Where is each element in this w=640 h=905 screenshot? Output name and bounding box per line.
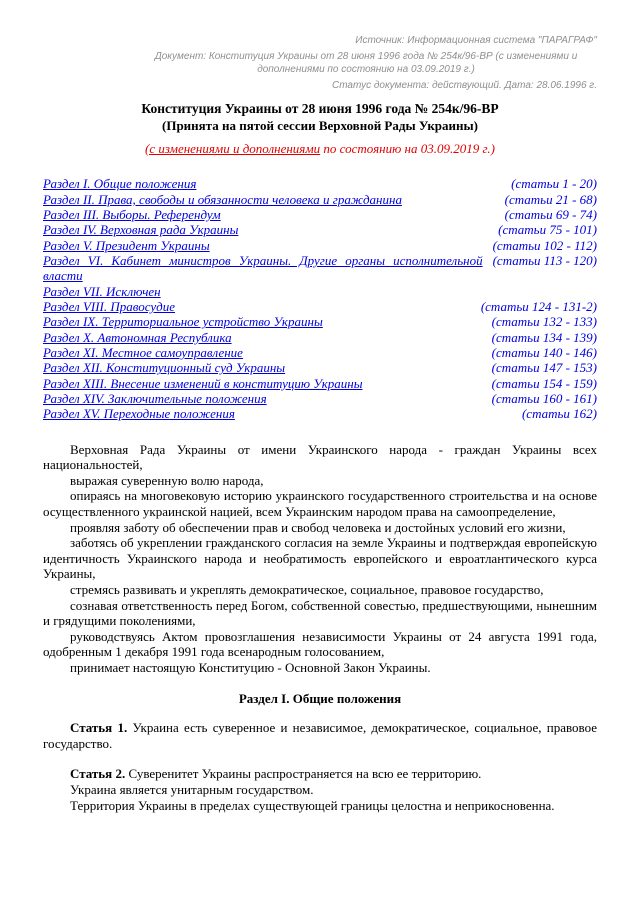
toc-row	[43, 207, 597, 222]
toc-link-section-4[interactable]: Раздел IV. Верховная рада Украины	[43, 222, 239, 238]
toc-articles-range: (статьи 124 - 131-2)	[480, 299, 597, 314]
toc-articles-range: (статьи 1 - 20)	[511, 176, 597, 192]
amendments-link[interactable]: (с изменениями и дополнениями	[145, 141, 321, 157]
article-2-paragraph: Территория Украины в пределах существующей границы целостна и неприкосновенна.	[70, 797, 555, 813]
preamble-paragraph: проявляя заботу об обеспечении прав и свобод человека и достойных условий его жизни,	[70, 519, 566, 535]
toc-row	[43, 192, 597, 207]
toc-link-section-10[interactable]: Раздел X. Автономная Республика	[43, 329, 232, 345]
article-2-label: Статья 2.	[70, 766, 126, 782]
preamble-paragraph: выражая суверенную волю народа,	[70, 472, 264, 488]
article-1	[43, 720, 597, 751]
toc-link-section-3[interactable]: Раздел III. Выборы. Референдум	[43, 207, 221, 223]
toc-articles-range: (статьи 102 - 112)	[492, 237, 597, 253]
toc-row	[43, 176, 597, 191]
toc-row	[43, 284, 597, 299]
toc-row	[43, 330, 597, 345]
preamble-paragraph: Верховная Рада Украины от имени Украинского народа - граждан Украины всех национальностей,	[43, 441, 597, 473]
title-block	[43, 101, 597, 157]
preamble-paragraph: сознавая ответственность перед Богом, собственной совестью, предшествующими, нынешним и грядущими поколениями,	[43, 597, 597, 629]
toc-link-section-6[interactable]: Раздел VI. Кабинет министров Украины. Другие органы исполнительной власти	[43, 253, 483, 284]
amendments-note-rest: по состоянию на 03.09.2019 г.)	[320, 141, 495, 157]
toc-link-section-5[interactable]: Раздел V. Президент Украины	[43, 237, 210, 253]
preamble-paragraph: принимает настоящую Конституцию - Основной Закон Украины.	[70, 659, 431, 675]
preamble	[43, 442, 597, 676]
toc-articles-range: (статьи 134 - 139)	[491, 329, 597, 345]
toc-articles-range: (статьи 147 - 153)	[491, 360, 597, 376]
preamble-paragraph: опираясь на многовековую историю украинского государственного строительства и на основе осуществленного украинской нацией, всем Украинским народом права на самоопределение,	[43, 488, 597, 519]
toc-articles-range: (статьи 162)	[521, 406, 597, 422]
toc-articles-range: (статьи 75 - 101)	[498, 222, 597, 238]
preamble-paragraph: стремясь развивать и укреплять демократическое, социальное, правовое государство,	[70, 581, 544, 597]
toc-row	[43, 299, 597, 314]
toc-link-section-1[interactable]: Раздел I. Общие положения	[43, 176, 197, 192]
toc-articles-range: (статьи 140 - 146)	[491, 344, 597, 360]
toc-row	[43, 406, 597, 421]
preamble-paragraph: руководствуясь Актом провозглашения независимости Украины от 24 августа 1991 года, одобренным 1 декабря 1991 года всенародным голосованием,	[43, 628, 597, 660]
toc-row	[43, 253, 597, 284]
section-heading: Раздел I. Общие положения	[238, 690, 402, 706]
amendments-note	[43, 141, 597, 157]
toc-link-section-8[interactable]: Раздел VIII. Правосудие	[43, 299, 175, 314]
meta-document: Документ: Конституция Украины от 28 июня 1996 года № 254к/96-ВР (с изменениями и дополнениями по состоянию на 03.09.2019 г.)	[154, 51, 578, 75]
toc-link-section-2[interactable]: Раздел II. Права, свободы и обязанности человека и гражданина	[43, 191, 402, 207]
toc-row	[43, 314, 597, 329]
toc-row	[43, 222, 597, 237]
toc-row	[43, 391, 597, 406]
table-of-contents	[43, 176, 597, 421]
toc-link-section-7[interactable]: Раздел VII. Исключен	[43, 283, 161, 299]
toc-articles-range: (статьи 154 - 159)	[491, 375, 597, 391]
toc-link-section-15[interactable]: Раздел XV. Переходные положения	[43, 406, 235, 422]
toc-row	[43, 238, 597, 253]
article-2	[43, 766, 597, 782]
toc-articles-range: (статьи 69 - 74)	[504, 207, 597, 223]
toc-articles-range: (статьи 113 - 120)	[492, 253, 597, 269]
article-1-label: Статья 1.	[70, 720, 128, 736]
toc-link-section-11[interactable]: Раздел XI. Местное самоуправление	[43, 344, 243, 360]
toc-row	[43, 360, 597, 375]
article-1-text: Украина есть суверенное и независимое, демократическое, социальное, правовое государство.	[43, 720, 597, 751]
document-title: Конституция Украины от 28 июня 1996 года № 254к/96-ВР	[141, 101, 499, 116]
section-articles	[43, 720, 597, 813]
toc-articles-range: (статьи 132 - 133)	[491, 314, 597, 330]
toc-link-section-12[interactable]: Раздел XII. Конституционный суд Украины	[43, 360, 286, 376]
document-meta	[43, 34, 597, 92]
article-2-paragraph: Украина является унитарным государством.	[70, 781, 314, 797]
toc-link-section-14[interactable]: Раздел XIV. Заключительные положения	[43, 390, 267, 406]
toc-articles-range: (статьи 160 - 161)	[491, 390, 597, 406]
toc-link-section-9[interactable]: Раздел IX. Территориальное устройство Украины	[43, 314, 323, 330]
preamble-paragraph: заботясь об укреплении гражданского согласия на земле Украины и подтверждая европейскую идентичность Украинского народа и необратимость европейского и евроатлантического курса Украины,	[43, 535, 597, 582]
article-2-text: Суверенитет Украины распространяется на всю ее территорию.	[128, 766, 482, 782]
toc-link-section-13[interactable]: Раздел XIII. Внесение изменений в конституцию Украины	[43, 375, 363, 391]
toc-row	[43, 376, 597, 391]
adoption-subtitle: (Принята на пятой сессии Верховной Рады Украины)	[162, 117, 478, 133]
toc-articles-range: (статьи 21 - 68)	[504, 191, 597, 207]
meta-source: Источник: Информационная система "ПАРАГРАФ"	[355, 35, 597, 46]
toc-row	[43, 345, 597, 360]
meta-status: Статус документа: действующий. Дата: 28.06.1996 г.	[331, 80, 597, 91]
